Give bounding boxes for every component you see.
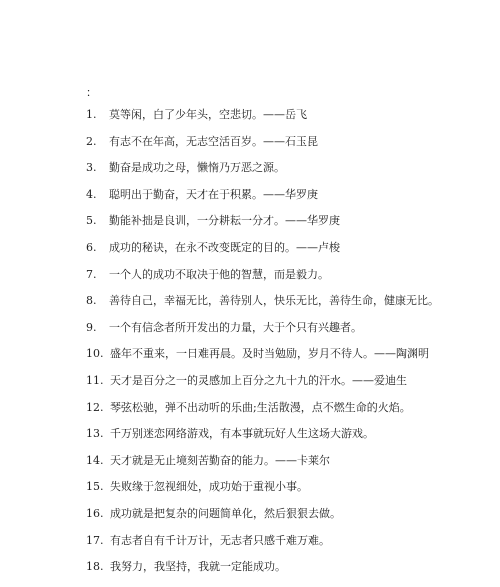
item-number: 1. (86, 108, 97, 121)
item-number: 12. (86, 400, 104, 414)
colon-prefix: ： (86, 86, 97, 99)
item-number: 13. (86, 427, 104, 441)
list-item (86, 454, 439, 481)
item-number: 10. (86, 347, 104, 361)
item-number: 15. (86, 480, 104, 494)
item-number: 11. (86, 373, 104, 387)
list-item (86, 507, 439, 534)
item-number: 6. (86, 240, 97, 254)
item-number: 7. (86, 267, 97, 281)
item-number: 17. (86, 533, 104, 547)
list-item (86, 480, 439, 507)
item-number: 16. (86, 506, 104, 520)
list-item (86, 560, 439, 587)
item-text: 善待自己，幸福无比，善待别人，快乐无比，善待生命，健康无比。 (109, 294, 439, 308)
item-text: 莫等闲，白了少年头，空悲切。——岳飞 (109, 108, 307, 121)
list-item (86, 135, 439, 162)
item-text: 天才就是无止境刻苦勤奋的能力。——卡莱尔 (110, 453, 330, 467)
item-text: 有志者自有千计万计，无志者只感千难万难。 (110, 533, 330, 547)
quote-list (86, 108, 439, 587)
list-item (86, 294, 439, 321)
list-item (86, 347, 439, 374)
list-item (86, 268, 439, 295)
list-item (86, 321, 439, 348)
item-text: 盛年不重来，一日难再晨。及时当勉励，岁月不待人。——陶渊明 (110, 347, 429, 361)
list-item (86, 241, 439, 268)
list-item (86, 427, 439, 454)
list-item (86, 374, 439, 401)
item-number: 3. (86, 161, 97, 175)
item-text: 我努力，我坚持，我就一定能成功。 (110, 560, 286, 574)
item-text: 一个人的成功不取决于他的智慧，而是毅力。 (109, 267, 329, 281)
list-item (86, 108, 439, 135)
item-number: 14. (86, 453, 104, 467)
item-text: 一个有信念者所开发出的力量，大于个只有兴趣者。 (109, 320, 362, 334)
item-text: 失败缘于忽视细处，成功始于重视小事。 (110, 480, 308, 494)
item-text: 聪明出于勤奋，天才在于积累。——华罗庚 (109, 187, 318, 201)
item-number: 9. (86, 320, 97, 334)
list-item (86, 214, 439, 241)
list-item (86, 161, 439, 188)
list-item (86, 401, 439, 428)
item-text: 千万别迷恋网络游戏，有本事就玩好人生这场大游戏。 (110, 427, 374, 441)
item-number: 4. (86, 187, 97, 201)
item-number: 2. (86, 134, 97, 148)
item-text: 勤能补拙是良训，一分耕耘一分才。——华罗庚 (109, 214, 340, 228)
list-item (86, 534, 439, 561)
item-text: 琴弦松驰，弹不出动听的乐曲;生活散漫，点不燃生命的火焰。 (110, 400, 411, 414)
item-text: 勤奋是成功之母，懒惰乃万恶之源。 (109, 161, 285, 175)
item-number: 18. (86, 560, 104, 574)
item-text: 成功的秘诀，在永不改变既定的目的。——卢梭 (109, 240, 340, 254)
item-text: 天才是百分之一的灵感加上百分之九十九的汗水。——爱迪生 (110, 373, 407, 387)
item-text: 有志不在年高，无志空活百岁。——石玉昆 (109, 134, 318, 148)
item-number: 8. (86, 294, 97, 308)
list-item (86, 188, 439, 215)
item-text: 成功就是把复杂的问题简单化，然后狠狠去做。 (110, 506, 341, 520)
item-number: 5. (86, 214, 97, 228)
